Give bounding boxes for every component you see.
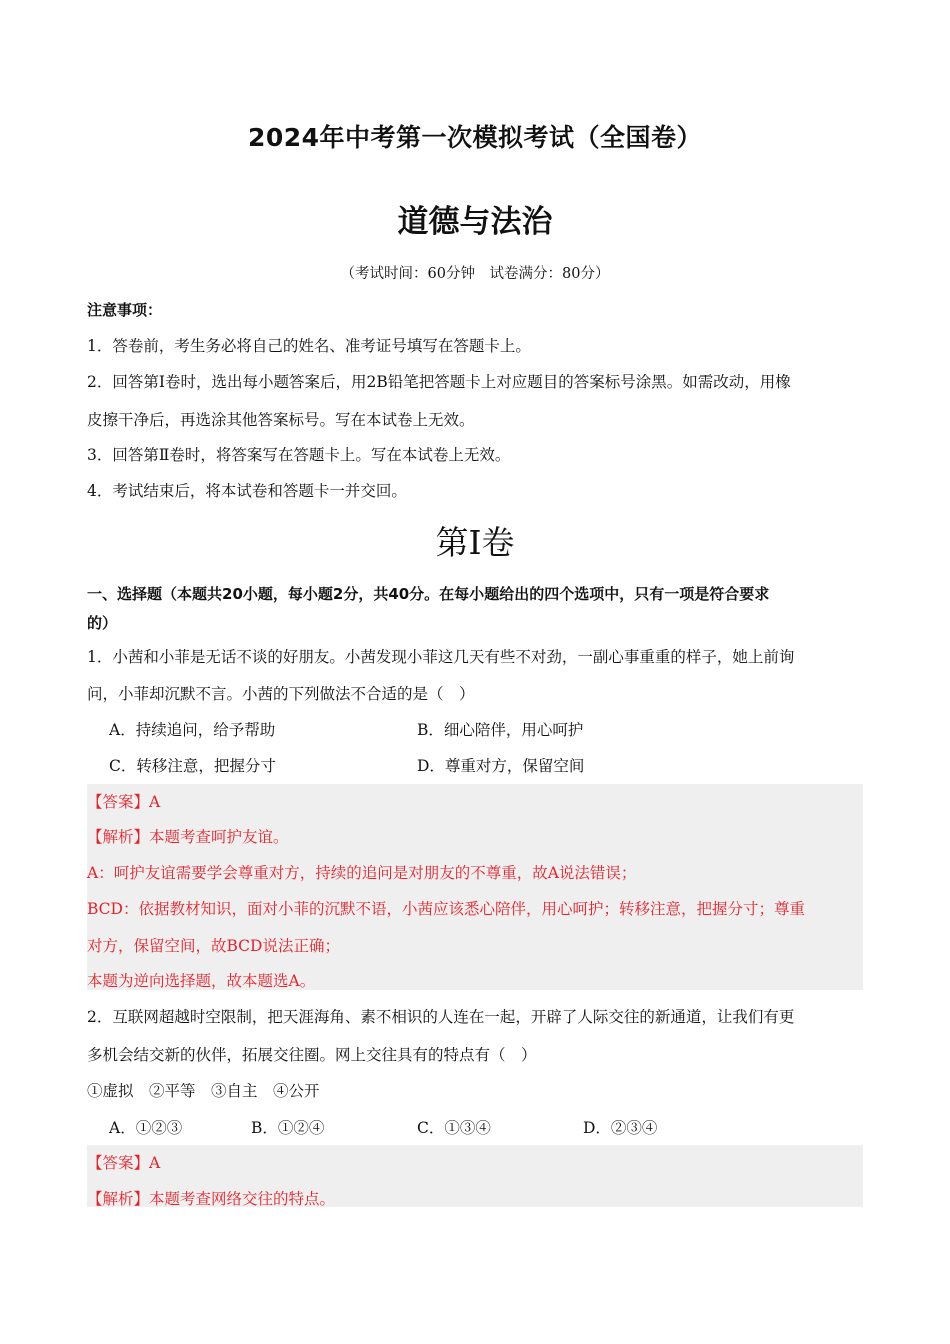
- q1-option-c: C．转移注意，把握分寸: [109, 757, 276, 775]
- q1-stem-1: 1．小茜和小菲是无话不谈的好朋友。小茜发现小菲这几天有些不对劲，一副心事重重的样子，她上前询: [87, 648, 795, 666]
- q2-stem-1: 2．互联网超越时空限制，把天涯海角、素不相识的人连在一起，开辟了人际交往的新通道，让我们有更: [87, 1008, 795, 1026]
- section-title: 第Ⅰ卷: [435, 523, 515, 562]
- exam-info: （考试时间：60分钟 试卷满分：80分）: [340, 266, 610, 282]
- q2-stem-2: 多机会结交新的伙伴，拓展交往圈。网上交往具有的特点有（ ）: [87, 1046, 537, 1064]
- q1-option-b: B．细心陪伴，用心呵护: [417, 721, 584, 739]
- notice-item-1: 1．答卷前，考生务必将自己的姓名、准考证号填写在答题卡上。: [87, 337, 531, 355]
- notice-item-4: 4．考试结束后，将本试卷和答题卡一并交回。: [87, 482, 407, 500]
- q1-analysis-2b: 对方，保留空间，故BCD说法正确；: [87, 937, 340, 955]
- q2-option-b: B．①②④: [251, 1119, 325, 1137]
- notice-item-2b: 皮擦干净后，再选涂其他答案标号。写在本试卷上无效。: [87, 411, 475, 429]
- notice-heading: 注意事项：: [87, 301, 163, 319]
- q1-analysis-1: A：呵护友谊需要学会尊重对方，持续的追问是对朋友的不尊重，故A说法错误；: [87, 864, 637, 882]
- notice-item-2a: 2．回答第Ⅰ卷时，选出每小题答案后，用2B铅笔把答题卡上对应题目的答案标号涂黑。如需改动，用橡: [87, 373, 791, 391]
- subject-title: 道德与法治: [397, 204, 553, 240]
- q1-option-d: D．尊重对方，保留空间: [417, 757, 585, 775]
- q1-stem-2: 问，小菲却沉默不言。小茜的下列做法不合适的是（ ）: [87, 685, 475, 703]
- q1-analysis-2a: BCD：依据教材知识，面对小菲的沉默不语，小茜应该悉心陪伴，用心呵护；转移注意，把握分寸；尊重: [87, 900, 805, 918]
- notice-item-3: 3．回答第Ⅱ卷时，将答案写在答题卡上。写在本试卷上无效。: [87, 446, 511, 464]
- section-instruction-1: 一、选择题（本题共20小题，每小题2分，共40分。在每小题给出的四个选项中，只有一项是符合要求: [87, 585, 770, 603]
- exam-title: 2024年中考第一次模拟考试（全国卷）: [247, 123, 703, 152]
- section-instruction-2: 的）: [87, 614, 118, 632]
- q1-answer-box: [87, 784, 863, 990]
- q1-analysis-title: 【解析】本题考查呵护友谊。: [87, 828, 289, 846]
- q2-analysis-title: 【解析】本题考查网络交往的特点。: [87, 1190, 336, 1208]
- q2-option-d: D．②③④: [583, 1119, 658, 1137]
- q1-answer: 【答案】A: [87, 793, 161, 811]
- q1-analysis-3: 本题为逆向选择题，故本题选A。: [87, 972, 316, 990]
- q2-answer-box: [87, 1145, 863, 1207]
- q1-option-a: A．持续追问，给予帮助: [109, 721, 276, 739]
- q2-option-a: A．①②③: [109, 1119, 183, 1137]
- q2-items: ①虚拟 ②平等 ③自主 ④公开: [87, 1082, 320, 1100]
- q2-option-c: C．①③④: [417, 1119, 491, 1137]
- q2-answer: 【答案】A: [87, 1154, 161, 1172]
